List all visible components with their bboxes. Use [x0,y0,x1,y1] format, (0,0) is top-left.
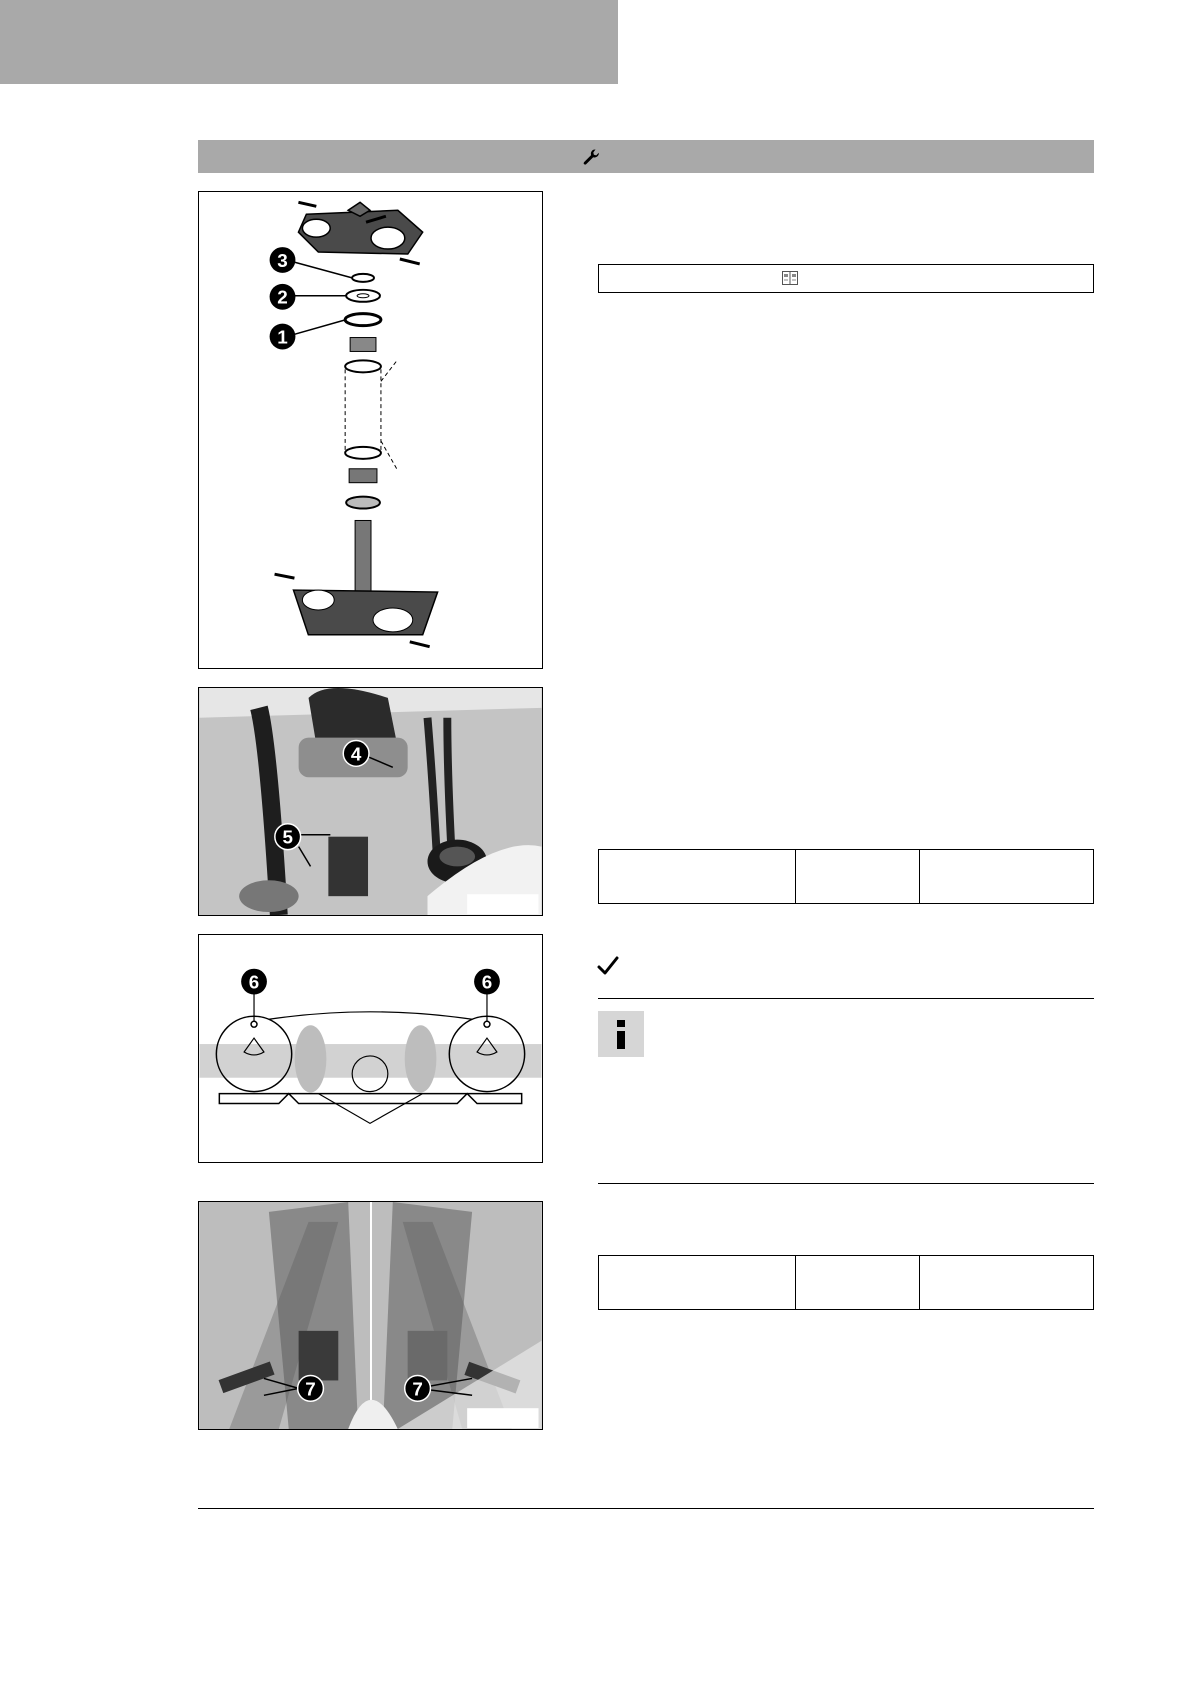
spec-table-1-cell-a [599,850,796,904]
figure-steering-stem-exploded [198,191,543,669]
footer-rule [198,1508,1094,1509]
spec-table-2-cell-a [599,1256,796,1310]
svg-text:7: 7 [412,1378,423,1400]
spec-table-1-cell-c [920,850,1094,904]
callout-6-right [474,969,500,995]
spec-table-1 [598,849,1094,904]
svg-text:1: 1 [277,327,288,349]
svg-text:6: 6 [481,971,493,993]
check-mark-icon [596,954,620,978]
svg-text:5: 5 [282,826,293,848]
callout-6-left [241,969,267,995]
svg-text:4: 4 [350,743,362,765]
figure-top-clamp-diagram [198,934,543,1163]
svg-text:7: 7 [305,1378,316,1400]
spec-table-1-cell-b [796,850,920,904]
figure-photo-handlebar-area [198,687,543,916]
top-clamp-diagram [199,935,542,1162]
divider-top [598,998,1094,999]
callout-7-right [405,1375,431,1401]
header-bar [0,0,618,84]
callout-5 [275,824,301,850]
book-icon [782,271,798,285]
divider-bottom [598,1183,1094,1184]
svg-text:6: 6 [248,971,260,993]
wrench-icon [581,147,601,167]
info-icon [598,1011,644,1057]
reference-box [598,264,1094,293]
photo-fork-clamps [199,1202,542,1429]
exploded-diagram [199,192,542,668]
callout-7-left [298,1375,324,1401]
callout-3 [270,247,296,273]
svg-text:3: 3 [277,250,288,272]
spec-table-2 [598,1255,1094,1310]
figure-photo-fork-clamps [198,1201,543,1430]
callout-2 [270,284,296,310]
spec-table-2-cell-c [920,1256,1094,1310]
section-header-bar [198,140,1094,173]
photo-handlebar-area [199,688,542,915]
spec-table-2-cell-b [796,1256,920,1310]
svg-text:2: 2 [277,287,288,309]
callout-1 [270,324,296,350]
callout-4 [343,741,369,767]
